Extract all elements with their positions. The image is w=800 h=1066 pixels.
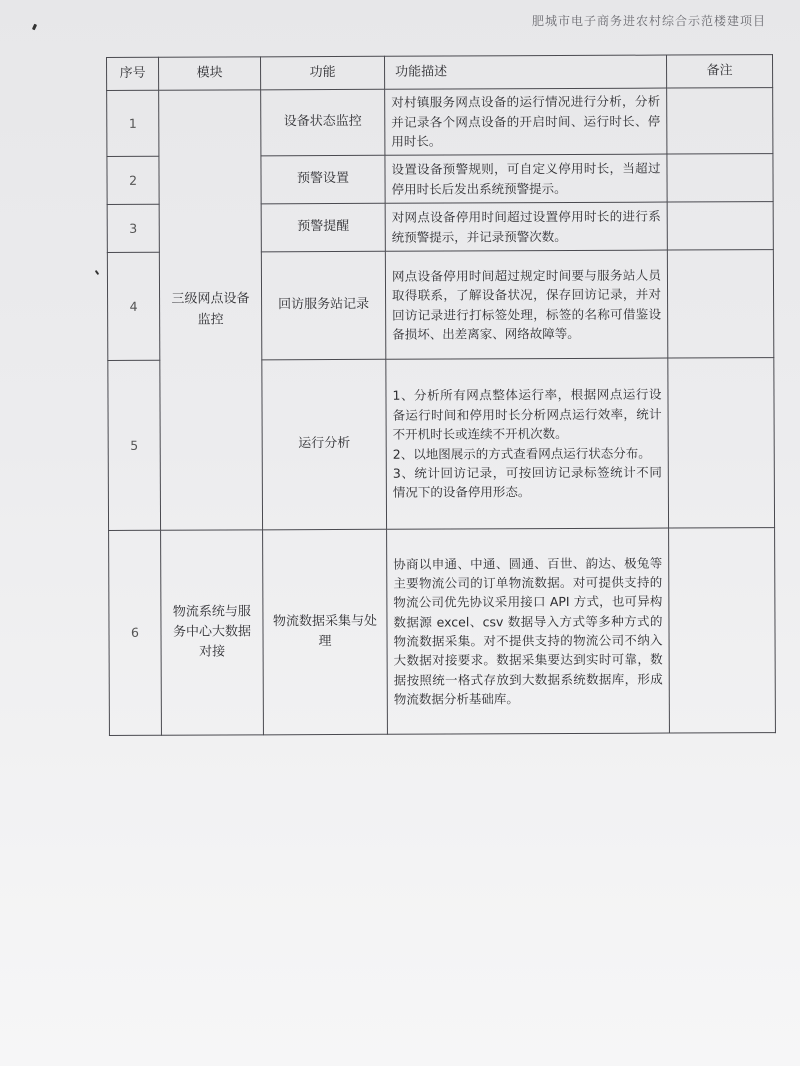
table-row bbox=[107, 88, 773, 157]
function-spec-table bbox=[106, 54, 776, 736]
function-cell: 运行分析 bbox=[262, 359, 387, 530]
column-header-seq: 序号 bbox=[107, 57, 159, 90]
pen-mark bbox=[32, 24, 37, 31]
function-cell: 预警设置 bbox=[261, 155, 385, 204]
row-seq: 5 bbox=[108, 360, 161, 530]
description-cell: 协商以申通、中通、圆通、百世、韵达、极兔等主要物流公司的订单物流数据。对可提供支持的物流公司优先协议采用接口 API 方式，也可异构数据源 excel、csv 数据导入方式等多种方式的物流数据采集。对不提供支持的物流公司不纳入大数据对接要求。数据采集要达到实时可靠，数据按照统一格式存放到大数据系统数据库，形成物流数据分析基础库。 bbox=[387, 528, 670, 734]
description-cell: 1、分析所有网点整体运行率，根据网点运行设备运行时间和停用时长分析网点运行效率，统计不开机时长或连续不开机次数。 2、以地图展示的方式查看网点运行状态分布。 3、统计回访记录，可按回访记录标签统计不同情况下的设备停用形态。 bbox=[386, 358, 669, 529]
table-header-row bbox=[107, 55, 773, 91]
remark-cell bbox=[667, 250, 773, 358]
column-header-module: 模块 bbox=[159, 57, 261, 90]
function-cell: 回访服务站记录 bbox=[261, 251, 385, 360]
document-header-title: 肥城市电子商务进农村综合示范楼建项目 bbox=[531, 14, 766, 28]
description-cell: 对网点设备停用时间超过设置停用时长的进行系统预警提示，并记录预警次数。 bbox=[385, 202, 667, 251]
row-seq: 4 bbox=[107, 252, 159, 360]
remark-cell bbox=[669, 528, 776, 733]
remark-cell bbox=[667, 154, 773, 202]
table-row bbox=[109, 528, 776, 736]
column-header-remark: 备注 bbox=[666, 55, 772, 88]
function-cell: 物流数据采集与处理 bbox=[263, 529, 388, 735]
function-cell: 设备状态监控 bbox=[261, 89, 385, 156]
module-cell: 三级网点设备监控 bbox=[159, 90, 263, 530]
row-seq: 1 bbox=[107, 90, 159, 156]
remark-cell bbox=[668, 358, 775, 528]
remark-cell bbox=[667, 88, 773, 154]
row-seq: 6 bbox=[109, 530, 162, 735]
module-cell: 物流系统与服务中心大数据对接 bbox=[161, 530, 264, 735]
row-seq: 3 bbox=[107, 204, 159, 252]
pen-mark bbox=[95, 270, 100, 275]
description-cell: 设置设备预警规则，可自定义停用时长，当超过停用时长后发出系统预警提示。 bbox=[385, 154, 667, 203]
description-cell: 网点设备停用时间超过规定时间要与服务站人员取得联系，了解设备状况，保存回访记录，并对回访记录进行打标签处理，标签的名称可借鉴设备损坏、出差离家、网络故障等。 bbox=[385, 250, 667, 359]
row-seq: 2 bbox=[107, 156, 159, 204]
column-header-description: 功能描述 bbox=[384, 55, 666, 89]
description-cell: 对村镇服务网点设备的运行情况进行分析，分析并记录各个网点设备的开启时间、运行时长、停用时长。 bbox=[385, 88, 667, 155]
remark-cell bbox=[667, 202, 773, 250]
function-cell: 预警提醒 bbox=[261, 203, 385, 252]
column-header-function: 功能 bbox=[261, 56, 385, 90]
